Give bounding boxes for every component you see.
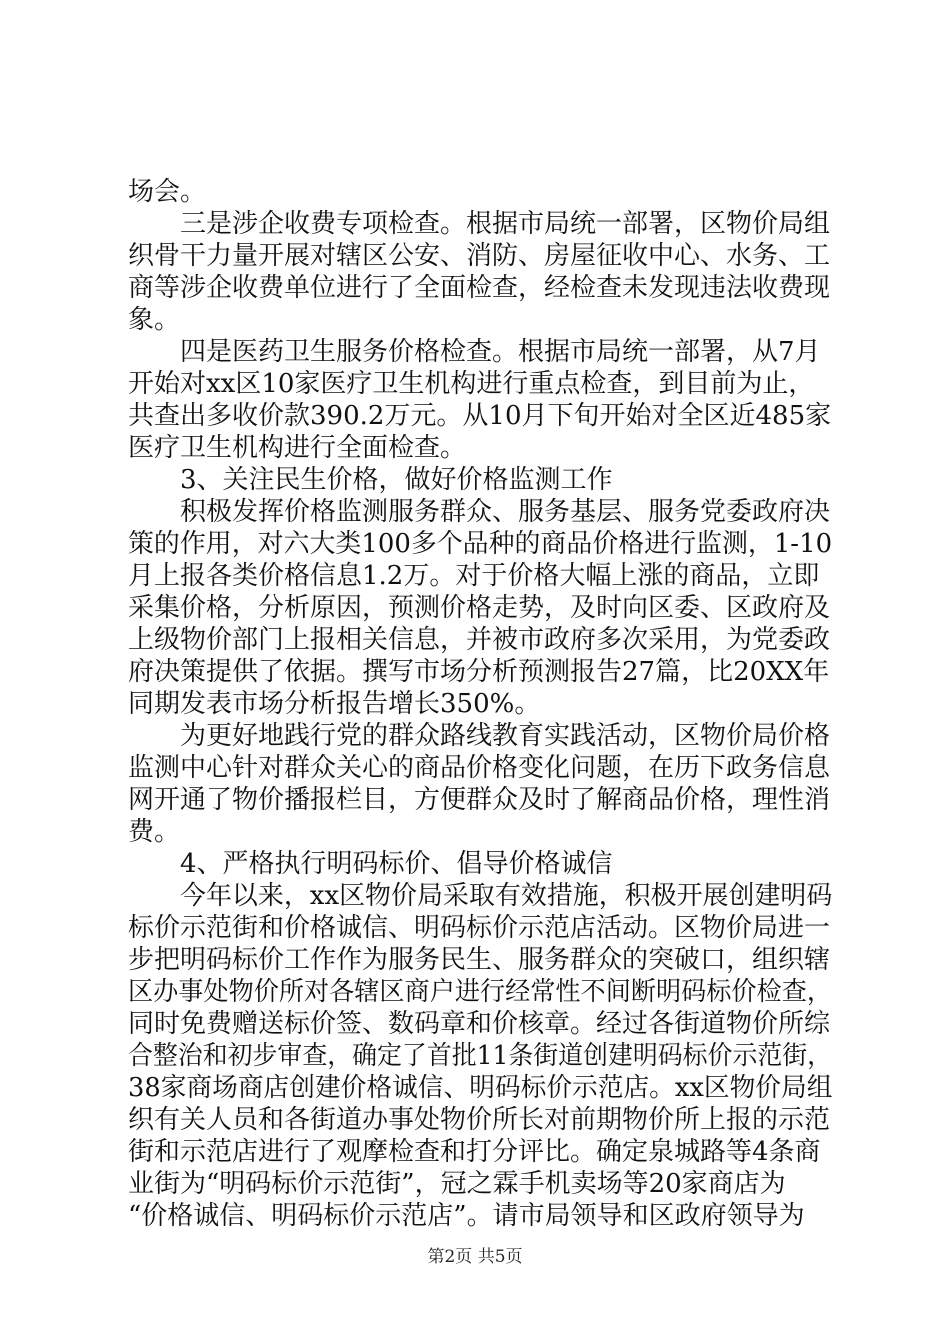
text-line: 业街为“明码标价示范街”，冠之霖手机卖场等20家商店为 xyxy=(128,1169,786,1199)
text-line: 费。 xyxy=(128,817,181,847)
text-line: 标价示范街和价格诚信、明码标价示范店活动。区物价局进一 xyxy=(128,913,831,943)
text-line: 策的作用，对六大类100多个品种的商品价格进行监测，1-10 xyxy=(128,529,833,559)
section-heading: 3、关注民生价格，做好价格监测工作 xyxy=(180,465,613,495)
text-line: 四是医药卫生服务价格检查。根据市局统一部署，从7月 xyxy=(180,337,821,367)
text-line: 网开通了物价播报栏目，方便群众及时了解商品价格，理性消 xyxy=(128,785,831,815)
text-line: 今年以来，xx区物价局采取有效措施，积极开展创建明码 xyxy=(180,881,833,911)
text-line: 月上报各类价格信息1.2万。对于价格大幅上涨的商品，立即 xyxy=(128,561,820,591)
text-line: 积极发挥价格监测服务群众、服务基层、服务党委政府决 xyxy=(180,497,831,527)
text-line: 织有关人员和各街道办事处物价所长对前期物价所上报的示范 xyxy=(128,1105,831,1135)
text-line: 区办事处物价所对各辖区商户进行经常性不间断明码标价检查， xyxy=(128,977,832,1007)
text-line: 步把明码标价工作作为服务民生、服务群众的突破口，组织辖 xyxy=(128,945,831,975)
page-footer: 第2页 共5页 xyxy=(427,1247,523,1267)
text-line: 同期发表市场分析报告增长350%。 xyxy=(128,689,541,719)
text-line: 府决策提供了依据。撰写市场分析预测报告27篇，比20XX年 xyxy=(128,657,830,687)
text-line: 三是涉企收费专项检查。根据市局统一部署，区物价局组 xyxy=(180,209,831,239)
text-line: 监测中心针对群众关心的商品价格变化问题，在历下政务信息 xyxy=(128,753,831,783)
text-line: 采集价格，分析原因，预测价格走势，及时向区委、区政府及 xyxy=(128,593,831,623)
text-line: 合整治和初步审查，确定了首批11条街道创建明码标价示范街， xyxy=(128,1041,833,1071)
text-line: 象。 xyxy=(128,305,181,335)
text-line: 场会。 xyxy=(128,177,207,207)
text-line: 共查出多收价款390.2万元。从10月下旬开始对全区近485家 xyxy=(128,401,832,431)
text-line: 同时免费赠送标价签、数码章和价核章。经过各街道物价所综 xyxy=(128,1009,831,1039)
text-line: 商等涉企收费单位进行了全面检查，经检查未发现违法收费现 xyxy=(128,273,831,303)
text-line: 医疗卫生机构进行全面检查。 xyxy=(128,433,467,463)
text-line: 街和示范店进行了观摩检查和打分评比。确定泉城路等4条商 xyxy=(128,1137,821,1167)
text-line: 38家商场商店创建价格诚信、明码标价示范店。xx区物价局组 xyxy=(128,1073,833,1103)
text-line: 织骨干力量开展对辖区公安、消防、房屋征收中心、水务、工 xyxy=(128,241,831,271)
text-line: “价格诚信、明码标价示范店”。请市局领导和区政府领导为 xyxy=(128,1201,805,1231)
text-line: 上级物价部门上报相关信息，并被市政府多次采用，为党委政 xyxy=(128,625,831,655)
section-heading: 4、严格执行明码标价、倡导价格诚信 xyxy=(180,849,613,879)
text-line: 开始对xx区10家医疗卫生机构进行重点检查，到目前为止， xyxy=(128,369,815,399)
text-line: 为更好地践行党的群众路线教育实践活动，区物价局价格 xyxy=(180,721,831,751)
